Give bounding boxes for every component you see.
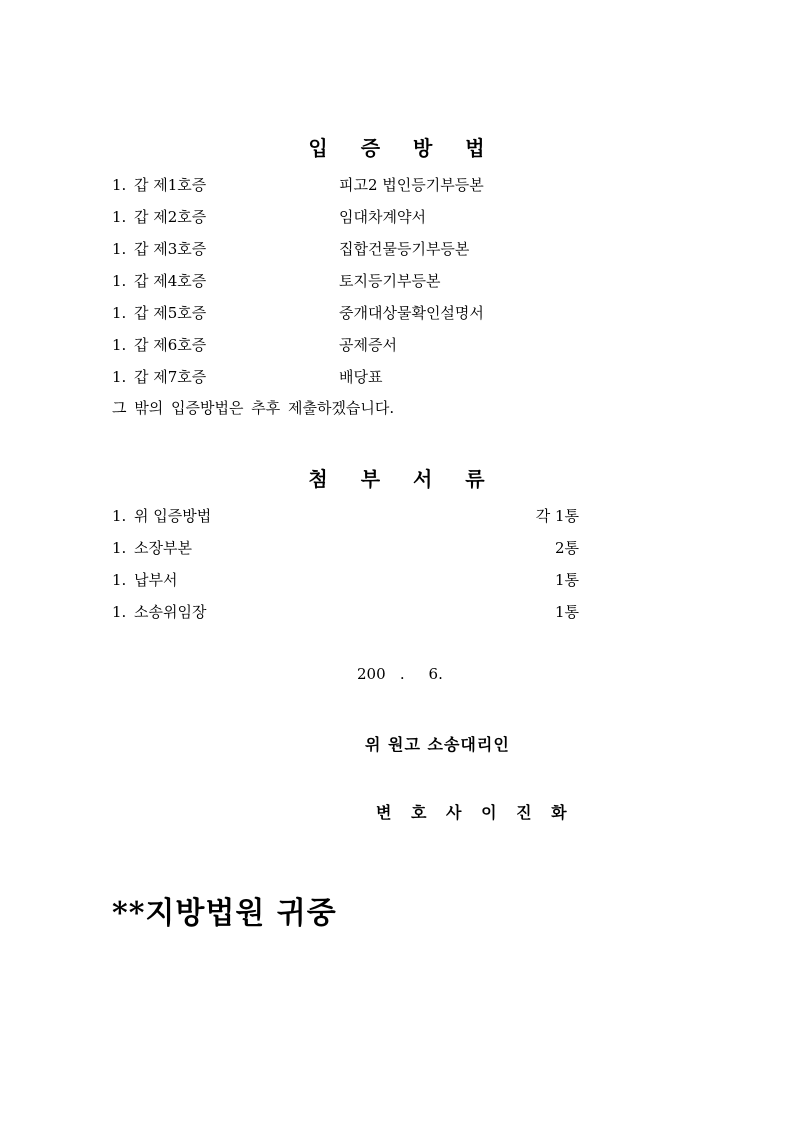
attachments-heading-char: 부 [360,467,382,491]
attachments-heading [0,463,794,492]
evidence-item-desc: 피고2 법인등기부등본 [339,176,484,194]
evidence-item-desc: 공제증서 [339,336,397,354]
evidence-heading [0,132,794,161]
evidence-heading-char: 법 [465,136,486,160]
attachment-item-qty: 2통 [554,539,579,557]
lawyer-name: 변 호 사 이 진 화 [376,803,570,822]
evidence-heading-char: 입 [308,136,329,160]
evidence-item-label: 1. 갑 제1호증 [112,176,207,194]
court-addressee: **지방법원 귀중 [112,896,337,931]
evidence-item-desc: 집합건물등기부등본 [339,240,470,258]
attachment-item-qty: 각 1통 [535,507,579,525]
attachment-item-label: 1. 소장부본 [112,539,192,557]
evidence-item-desc: 토지등기부등본 [339,272,441,290]
evidence-item-label: 1. 갑 제2호증 [112,208,207,226]
evidence-item-desc: 배당표 [339,368,383,386]
signer-title: 위 원고 소송대리인 [365,735,510,754]
attachments-heading-char: 류 [465,467,486,491]
attachment-item-label: 1. 소송위임장 [112,603,207,621]
attachment-item-label: 1. 납부서 [112,571,178,589]
evidence-item-desc: 중개대상물확인설명서 [339,304,484,322]
attachment-item-qty: 1통 [554,571,579,589]
evidence-heading-char: 증 [360,136,382,160]
attachment-item-qty: 1통 [554,603,579,621]
evidence-item-label: 1. 갑 제3호증 [112,240,207,258]
evidence-item-label: 1. 갑 제6호증 [112,336,207,354]
evidence-item-desc: 임대차계약서 [339,208,426,226]
attachments-heading-char: 첨 [308,467,329,491]
document-date: 200 . 6. [357,665,443,683]
evidence-item-label: 1. 갑 제5호증 [112,304,207,322]
evidence-heading-char: 방 [412,136,434,160]
attachments-heading-char: 서 [412,467,434,491]
evidence-item-label: 1. 갑 제4호증 [112,272,207,290]
attachment-item-label: 1. 위 입증방법 [112,507,212,525]
evidence-item-label: 1. 갑 제7호증 [112,368,207,386]
evidence-note: 그 밖의 입증방법은 추후 제출하겠습니다. [112,399,395,417]
